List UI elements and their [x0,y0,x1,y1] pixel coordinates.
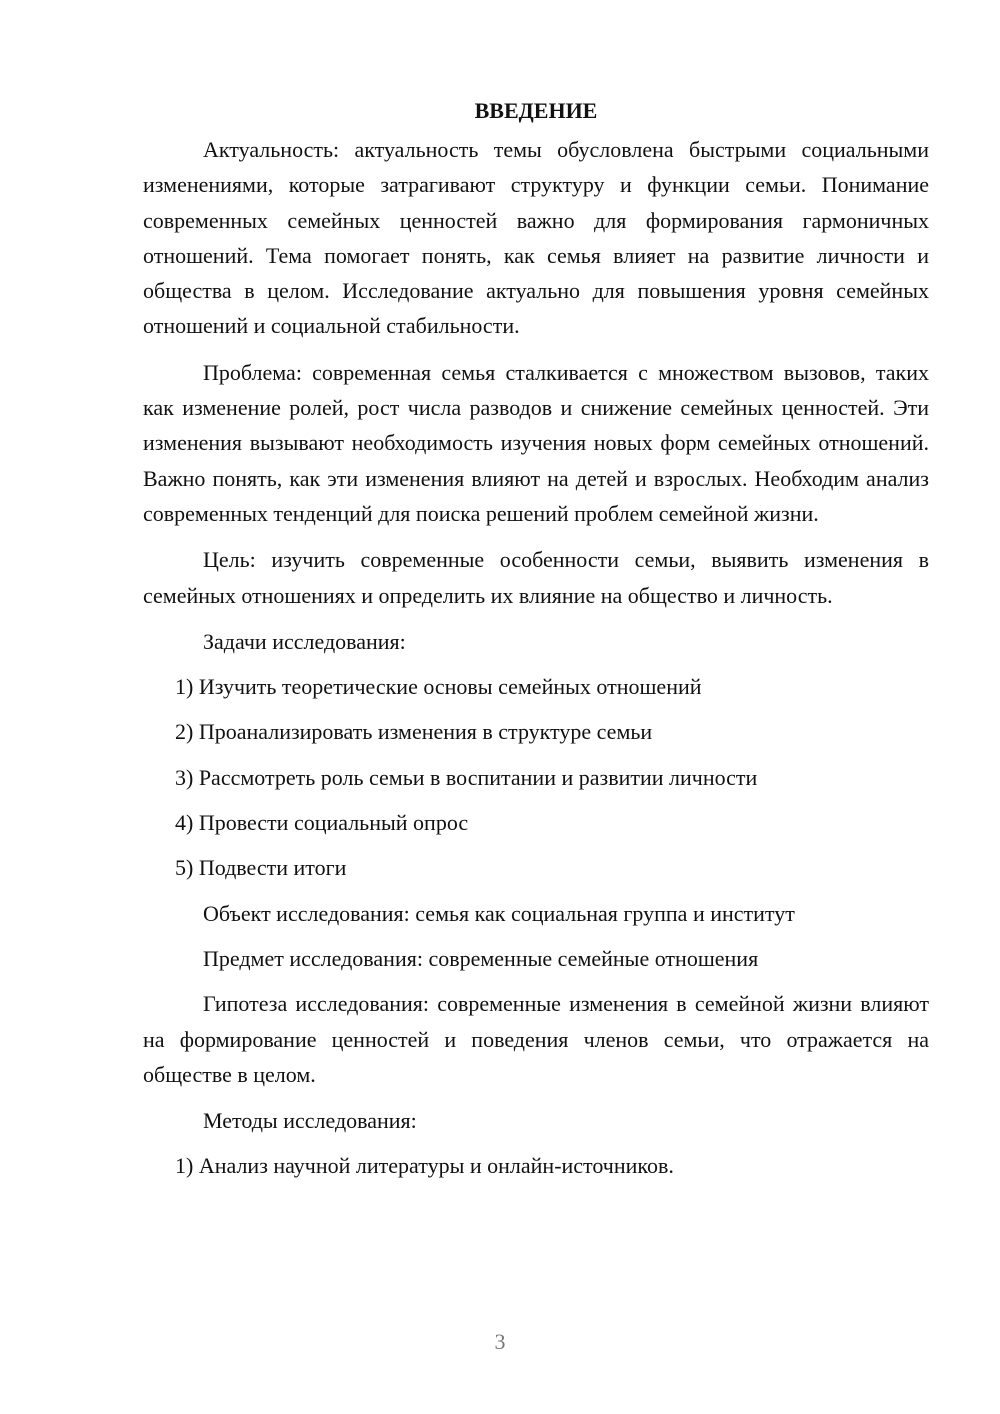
problem-paragraph: Проблема: современная семья сталкивается с множеством вызовов, таких как изменение ролей, рост числа разводов и снижение семейных ценностей. Эти изменения вызывают необходимость изучения новых форм семейных отношений. Важно понять, как эти изменения влияют на детей и взрослых. Необходим анализ современных тенденций для поиска решений проблем семейной жизни. [143,359,929,526]
task-item: 1) Изучить теоретические основы семейных отношений [175,674,702,700]
task-item: 4) Провести социальный опрос [175,810,469,836]
task-item: 5) Подвести итоги [175,855,347,881]
page-content [143,96,929,1194]
methods-title: Методы исследования: [203,1108,417,1134]
research-object: Объект исследования: семья как социальная группа и институт [203,900,795,926]
tasks-title: Задачи исследования: [203,628,406,654]
section-heading: ВВЕДЕНИЕ [474,98,598,123]
task-item: 2) Проанализировать изменения в структуре семьи [175,719,653,745]
relevance-paragraph: Актуальность: актуальность темы обусловлена быстрыми социальными изменениями, которые затрагивают структуру и функции семьи. Понимание современных семейных ценностей важно для формирования гармоничных отношений. Тема помогает понять, как семья влияет на развитие личности и общества в целом. Исследование актуально для повышения уровня семейных отношений и социальной стабильности. [143,137,929,339]
goal-paragraph: Цель: изучить современные особенности семьи, выявить изменения в семейных отношениях и определить их влияние на общество и личность. [143,547,929,608]
method-item: 1) Анализ научной литературы и онлайн-источников. [175,1153,674,1179]
research-subject: Предмет исследования: современные семейные отношения [203,945,759,971]
task-item: 3) Рассмотреть роль семьи в воспитании и развитии личности [175,764,758,790]
page-number: 3 [494,1329,506,1354]
hypothesis-paragraph: Гипотеза исследования: современные изменения в семейной жизни влияют на формирование ценностей и поведения членов семьи, что отражается на обществе в целом. [143,991,929,1087]
